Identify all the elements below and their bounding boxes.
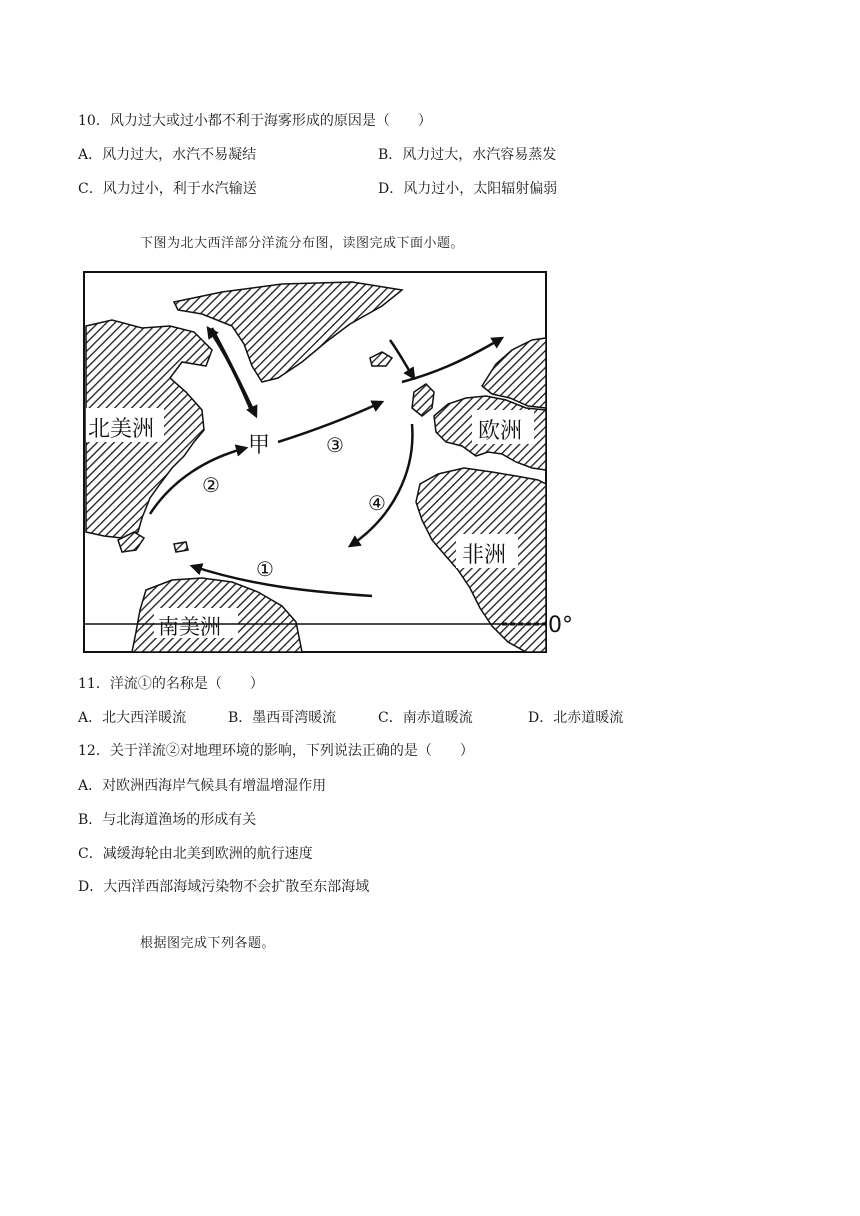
q12-option-d: D．大西洋西部海域污染物不会扩散至东部海域 <box>78 879 370 895</box>
current-label-3: ③ <box>326 433 344 457</box>
q12-option-b: B．与北海道渔场的形成有关 <box>78 812 257 828</box>
label-jia: 甲 <box>248 433 271 458</box>
label-equator: 0° <box>548 613 573 638</box>
label-europe: 欧洲 <box>478 419 523 444</box>
label-north-america: 北美洲 <box>88 417 155 442</box>
q10-option-a: A．风力过大，水汽不易凝结 <box>78 147 257 163</box>
q10-option-d: D．风力过小，太阳辐射偏弱 <box>378 181 558 197</box>
q11-option-b: B．墨西哥湾暖流 <box>228 710 337 726</box>
q10-option-b: B．风力过大，水汽容易蒸发 <box>378 147 557 163</box>
q11-option-c: C．南赤道暖流 <box>378 710 473 726</box>
q12-option-a: A．对欧洲西海岸气候具有增温增湿作用 <box>78 778 327 794</box>
label-south-america: 南美洲 <box>158 615 221 639</box>
north-atlantic-current-map <box>82 270 582 658</box>
label-africa: 非洲 <box>462 543 507 568</box>
q10-option-c: C．风力过小，利于水汽输送 <box>78 181 257 197</box>
q11-stem: 11．洋流①的名称是（ ） <box>78 676 264 692</box>
current-label-4: ④ <box>368 491 386 515</box>
q12-stem: 12．关于洋流②对地理环境的影响，下列说法正确的是（ ） <box>78 743 474 759</box>
intro-map-question: 下图为北大西洋部分洋流分布图，读图完成下面小题。 <box>140 236 465 251</box>
q11-option-d: D．北赤道暖流 <box>528 710 624 726</box>
q12-option-c: C．减缓海轮由北美到欧洲的航行速度 <box>78 846 313 862</box>
current-label-2: ② <box>202 473 220 497</box>
q11-option-a: A．北大西洋暖流 <box>78 710 187 726</box>
current-label-1: ① <box>256 557 274 581</box>
intro-next-section: 根据图完成下列各题。 <box>140 936 276 951</box>
jamaica-land <box>174 542 188 552</box>
q10-stem: 10．风力过大或过小都不利于海雾形成的原因是（ ） <box>78 113 432 129</box>
